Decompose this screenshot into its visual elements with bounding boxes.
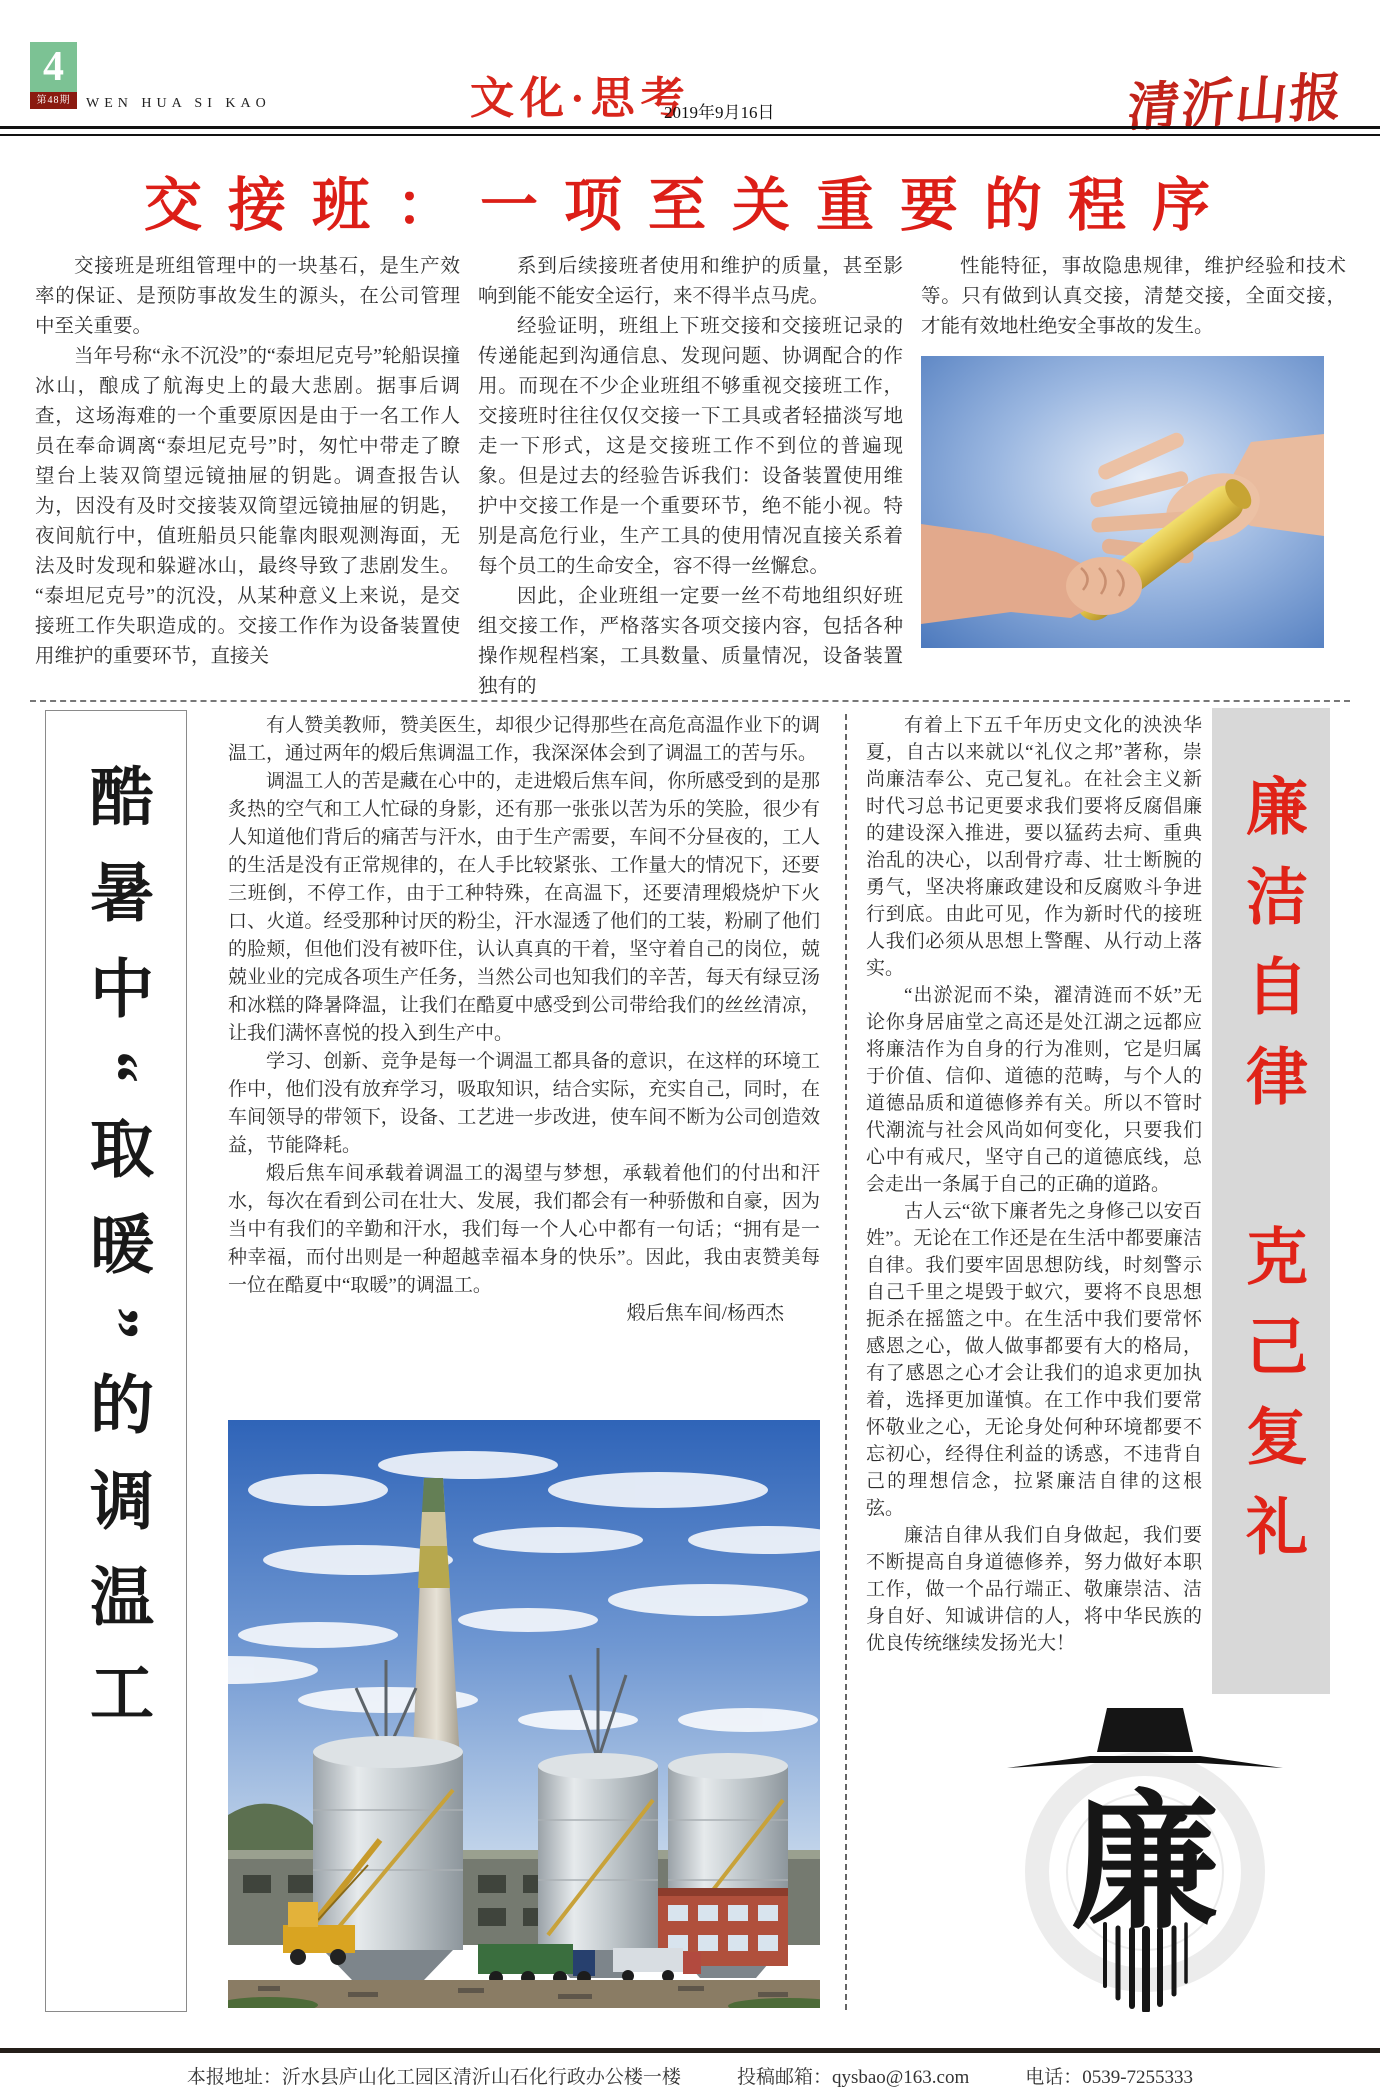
paragraph: 廉洁自律从我们自身做起，我们要不断提高自身道德修养，努力做好本职工作，做一个品行端正、敬廉崇洁、洁身自好、知诚讲信的人，将中华民族的优良传统继续发扬光大！ [866, 1525, 1202, 1654]
section-pinyin: WEN HUA SI KAO [86, 96, 271, 111]
middle-article-body [228, 712, 820, 1328]
top-article-column-3 [921, 252, 1346, 648]
paragraph: 交接班是班组管理中的一块基石，是生产效率的保证、是预防事故发生的源头，在公司管理中至关重要。 [35, 256, 460, 337]
official-hat-lian-illustration [955, 1702, 1335, 2012]
top-article-headline: 交接班：一项至关重要的程序 [143, 173, 1236, 238]
official-hat-icon [1097, 1708, 1193, 1752]
top-article-column-1 [35, 252, 460, 672]
footer-rule [0, 2048, 1380, 2053]
footer-email: 投稿邮箱：qysbao@163.com [736, 2067, 970, 2088]
middle-article-vertical-headline-box [45, 710, 187, 2012]
column-dashed-divider [845, 714, 847, 2010]
page-number: 4 [43, 44, 64, 90]
paragraph: 古人云“欲下廉者先之身修己以安百姓”。无论在工作还是在生活中都要廉洁自律。我们要牢固思想防线，时刻警示自己千里之堤毁于蚁穴，要将不良思想扼杀在摇篮之中。在生活中我们要常怀感恩之心，做人做事都要有大的格局，有了感恩之心才会让我们的追求更加执着，选择更加谨慎。在工作中我们要常怀敬业之心，无论身处何种环境都要不忘初心，经得住利益的诱惑，不违背自己的理想信念，拉紧廉洁自律的这根弦。 [866, 1201, 1202, 1519]
baton-handover-photo [921, 356, 1324, 648]
factory-silos-photo [228, 1420, 820, 2008]
footer-phone: 电话：0539-7255333 [1025, 2067, 1194, 2088]
paragraph: 学习、创新、竞争是每一个调温工都具备的意识，在这样的环境工作中，他们没有放弃学习，吸取知识，结合实际，充实自己，同时，在车间领导的带领下，设备、工艺进一步改进，使车间不断为公司创造效益，节能降耗。 [228, 1051, 820, 1156]
byline: 煅后焦车间/杨西杰 [626, 1303, 784, 1324]
factory-photo-illustration [228, 1420, 820, 2008]
footer [0, 2062, 1380, 2089]
paragraph: 系到后续接班者使用和维护的质量，甚至影响到能不能安全运行，来不得半点马虎。 [478, 256, 903, 307]
paragraph: 经验证明，班组上下班交接和交接班记录的传递能起到沟通信息、发现问题、协调配合的作用。而现在不少企业班组不够重视交接班工作，交接班时往往仅仅交接一下工具或者轻描淡写地走一下形式，这是交接班工作不到位的普遍现象。但是过去的经验告诉我们：设备装置使用维护中交接工作是一个重要环节，绝不能小视。特别是高危行业，生产工具的使用情况直接关系着每个员工的生命安全，容不得一丝懈怠。 [478, 316, 903, 577]
paragraph: 煅后焦车间承载着调温工的渴望与梦想，承载着他们的付出和汗水，每次在看到公司在壮大、发展，我们都会有一种骄傲和自豪，因为当中有我们的辛勤和汗水，我们每一个人心中都有一句话；“拥有是一种幸福，而付出则是一种超越幸福本身的快乐”。因此，我由衷赞美每一位在酷夏中“取暖”的调温工。 [228, 1163, 820, 1296]
baton-handover-illustration [921, 356, 1324, 648]
section-dashed-divider [30, 700, 1350, 702]
right-article-vertical-headline-box [1212, 708, 1330, 1694]
right-article-vertical-headline: 廉洁自律 克己复礼 [1236, 774, 1305, 1584]
paragraph: 因此，企业班组一定要一丝不苟地组织好班组交接工作，严格落实各项交接内容，包括各种操作规程档案，工具数量、质量情况，设备装置独有的 [478, 586, 903, 697]
paragraph: “出淤泥而不染，濯清涟而不妖”无论你身居庙堂之高还是处江湖之远都应将廉洁作为自身的行为准则，它是归属于价值、信仰、道德的范畴，与个人的道德品质和道德修养有关。所以不管时代潮流与社会风尚如何变化，只要我们心中有戒尺，坚守自己的道德底线，总会走出一条属于自己的正确的道路。 [866, 985, 1202, 1195]
masthead-title: 清沂山报 [1125, 69, 1346, 138]
issue-date: 2019年9月16日 [664, 103, 775, 122]
paragraph: 当年号称“永不沉没”的“泰坦尼克号”轮船误撞冰山，酿成了航海史上的最大悲剧。据事后调查，这场海难的一个重要原因是由于一名工作人员在奉命调离“泰坦尼克号”时，匆忙中带走了瞭望台上装双筒望远镜抽屉的钥匙。调查报告认为，因没有及时交接装双筒望远镜抽屉的钥匙，夜间航行中，值班船员只能靠肉眼观测海面，无法及时发现和躲避冰山，最终导致了悲剧发生。“泰坦尼克号”的沉没，从某种意义上来说，是交接班工作失职造成的。交接工作作为设备装置使用维护的重要环节，直接关 [35, 346, 460, 667]
lian-integrity-graphic [955, 1702, 1335, 2012]
paragraph: 调温工人的苦是藏在心中的，走进煅后焦车间，你所感受到的是那炙热的空气和工人忙碌的身影，还有那一张张以苦为乐的笑脸，很少有人知道他们背后的痛苦与汗水，由于生产需要，车间不分昼夜的，工人的生活是没有正常规律的，在人手比较紧张、工作量大的情况下，还要三班倒，不停工作，由于工种特殊，在高温下，还要清理煅烧炉下火口、火道。经受那种讨厌的粉尘，汗水湿透了他们的工装，粉刷了他们的脸颊，但他们没有被吓住，认认真真的干着，坚守着自己的岗位，兢兢业业的完成各项生产任务，当然公司也知我们的辛苦，每天有绿豆汤和冰糕的降暑降温，让我们在酷夏中感受到公司带给我们的丝丝清凉，让我们满怀喜悦的投入到生产中。 [228, 771, 820, 1044]
lian-character: 廉 [1071, 1783, 1219, 1947]
footer-address: 本报地址：沂水县庐山化工园区清沂山石化行政办公楼一楼 [186, 2067, 681, 2088]
top-article-column-2 [478, 252, 903, 702]
right-article-body [866, 712, 1202, 1657]
paragraph: 有人赞美教师，赞美医生，却很少记得那些在高危高温作业下的调温工，通过两年的煅后焦调温工作，我深深体会到了调温工的苦与乐。 [228, 715, 820, 764]
page-number-badge [30, 42, 77, 92]
middle-article-vertical-headline: 酷暑中“取暖”的调温工 [81, 763, 152, 1755]
paragraph: 性能特征，事故隐患规律，维护经验和技术等。只有做到认真交接，清楚交接，全面交接，才能有效地杜绝安全事故的发生。 [921, 256, 1346, 337]
issue-badge: 第48期 [30, 92, 77, 109]
paragraph: 有着上下五千年历史文化的泱泱华夏，自古以来就以“礼仪之邦”著称，崇尚廉洁奉公、克己复礼。在社会主义新时代习总书记更要求我们要将反腐倡廉的建设深入推进，要以猛药去疴、重典治乱的决心，以刮骨疗毒、壮士断腕的勇气，坚决将廉政建设和反腐败斗争进行到底。由此可见，作为新时代的接班人我们必须从思想上警醒、从行动上落实。 [866, 715, 1202, 979]
header-divider [0, 126, 1380, 136]
section-title: 文化·思考 [470, 74, 691, 123]
